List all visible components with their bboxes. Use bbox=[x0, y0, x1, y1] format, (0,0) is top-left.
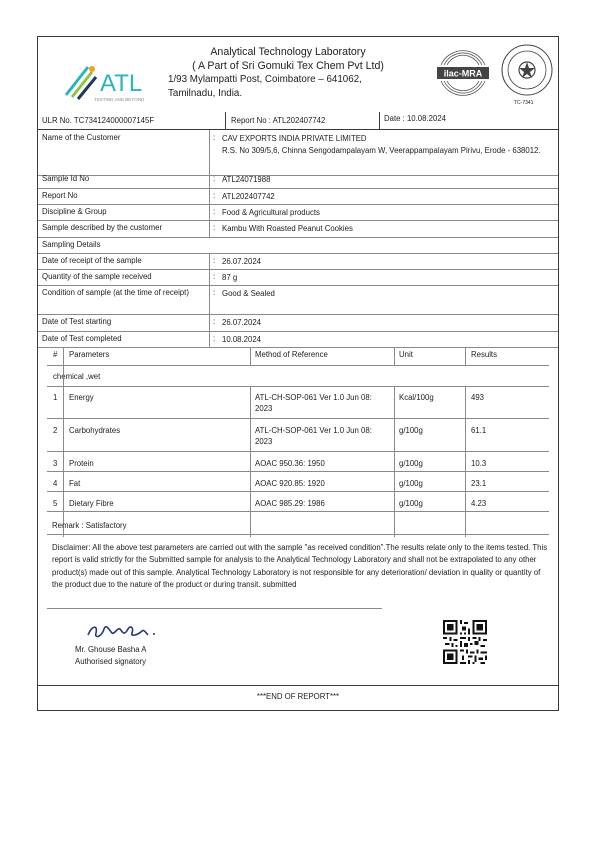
row-unit: g/100g bbox=[399, 426, 423, 435]
detail-row-quantity bbox=[38, 269, 558, 286]
report-frame bbox=[37, 36, 559, 711]
detail-value: 26.07.2024 bbox=[222, 318, 262, 327]
qr-code bbox=[443, 620, 487, 664]
detail-row-customer bbox=[38, 130, 558, 176]
detail-label: Quantity of the sample received bbox=[42, 272, 152, 281]
row-unit: g/100g bbox=[399, 499, 423, 508]
signatory-name: Mr. Ghouse Basha A bbox=[75, 645, 147, 654]
report-number: Report No : ATL202407742 bbox=[231, 116, 326, 125]
detail-label: Date of receipt of the sample bbox=[42, 256, 142, 265]
row-index: 3 bbox=[53, 459, 58, 468]
detail-colon: : bbox=[213, 133, 216, 142]
detail-label: Report No bbox=[42, 191, 78, 200]
ilac-mra-logo bbox=[433, 43, 493, 103]
row-result: 10.3 bbox=[471, 459, 487, 468]
results-table bbox=[47, 347, 549, 537]
detail-row-discipline bbox=[38, 204, 558, 221]
detail-row-report-no bbox=[38, 188, 558, 205]
row-method: AOAC 920.85: 1920 bbox=[255, 479, 325, 488]
detail-label: Date of Test starting bbox=[42, 317, 112, 326]
ilac-mra-text: ilac-MRA bbox=[443, 68, 483, 79]
detail-colon: : bbox=[213, 256, 216, 265]
col-header-parameters: Parameters bbox=[69, 350, 110, 359]
detail-row-test-start bbox=[38, 314, 558, 332]
signature-image bbox=[84, 619, 204, 641]
disclaimer-text: Disclaimer: All the above test parameters are carried out with the sample "as received condition".The results relate only to the items tested. This report is valid strictly for the Submitted sample for analysis to the Analytical Technology Laboratory and shall not be extrapolated to any other product(s) made out of this sample. Analytical Technology Laboratory is not responsible for any deterioration/ deviation in quality or quantity of the product due to the nature of the product or during transit. submitted bbox=[52, 543, 548, 589]
detail-label: Sample described by the customer bbox=[42, 223, 163, 232]
row-parameter: Energy bbox=[69, 393, 94, 402]
lab-name: Analytical Technology Laboratory bbox=[210, 46, 366, 58]
lab-heading bbox=[168, 45, 408, 101]
col-header-index: # bbox=[53, 350, 58, 359]
col-header-method: Method of Reference bbox=[255, 350, 328, 359]
row-index: 2 bbox=[53, 426, 58, 435]
accreditation-seal bbox=[500, 43, 554, 97]
row-result: 493 bbox=[471, 393, 485, 402]
signatory-block bbox=[75, 644, 147, 668]
detail-colon: : bbox=[213, 191, 216, 200]
detail-label: Sample Id No bbox=[42, 174, 90, 183]
row-result: 61.1 bbox=[471, 426, 487, 435]
detail-value: ATL24071988 bbox=[222, 175, 271, 184]
detail-value: 10.08.2024 bbox=[222, 335, 262, 344]
row-parameter: Dietary Fibre bbox=[69, 499, 114, 508]
atl-logo bbox=[62, 57, 162, 107]
col-header-unit: Unit bbox=[399, 350, 413, 359]
ulr-number: ULR No. TC734124000007145F bbox=[42, 116, 155, 125]
report-header-strip bbox=[38, 112, 558, 130]
detail-value: Food & Agricultural products bbox=[222, 208, 320, 217]
customer-name: CAV EXPORTS INDIA PRIVATE LIMITED bbox=[222, 134, 367, 143]
row-result: 4.23 bbox=[471, 499, 487, 508]
detail-value bbox=[222, 133, 554, 158]
detail-value: 87 g bbox=[222, 273, 238, 282]
row-method: AOAC 985.29: 1986 bbox=[255, 499, 325, 508]
row-parameter: Fat bbox=[69, 479, 81, 488]
detail-value: 26.07.2024 bbox=[222, 257, 262, 266]
customer-address: R.S. No 309/5,6, Chinna Sengodampalayam W, Veerappampalayam Pirivu, Erode - 638012. bbox=[222, 146, 541, 155]
col-header-results: Results bbox=[471, 350, 497, 359]
detail-colon: : bbox=[213, 317, 216, 326]
row-unit: Kcal/100g bbox=[399, 393, 434, 402]
atl-logo-mark bbox=[66, 66, 96, 99]
detail-label: Date of Test completed bbox=[42, 334, 122, 343]
row-unit: g/100g bbox=[399, 479, 423, 488]
atl-logo-tagline: TESTING AND BEYOND bbox=[94, 97, 145, 102]
signatory-title: Authorised signatory bbox=[75, 657, 147, 666]
lab-parent: ( A Part of Sri Gomuki Tex Chem Pvt Ltd) bbox=[192, 60, 384, 72]
detail-colon: : bbox=[213, 223, 216, 232]
row-method: AOAC 950.36: 1950 bbox=[255, 459, 325, 468]
detail-colon: : bbox=[213, 334, 216, 343]
row-result: 23.1 bbox=[471, 479, 487, 488]
row-parameter: Protein bbox=[69, 459, 94, 468]
detail-row-description bbox=[38, 220, 558, 238]
lab-address-line1: 1/93 Mylampatti Post, Coimbatore – 641062, bbox=[168, 74, 362, 85]
detail-colon: : bbox=[213, 272, 216, 281]
detail-label: Sampling Details bbox=[42, 240, 101, 249]
row-index: 4 bbox=[53, 479, 58, 488]
detail-colon: : bbox=[213, 207, 216, 216]
remark-text: Remark : Satisfactory bbox=[52, 521, 127, 530]
row-method: ATL-CH-SOP-061 Ver 1.0 Jun 08: 2023 bbox=[255, 426, 372, 446]
lab-address-line2: Tamilnadu, India. bbox=[168, 88, 243, 99]
detail-colon: : bbox=[213, 288, 216, 297]
detail-label: Name of the Customer bbox=[42, 133, 121, 142]
row-parameter: Carbohydrates bbox=[69, 426, 121, 435]
detail-label: Condition of sample (at the time of receipt) bbox=[42, 288, 189, 297]
detail-label: Discipline & Group bbox=[42, 207, 107, 216]
results-group-label: chemical ,wet bbox=[53, 372, 101, 381]
detail-colon: : bbox=[213, 174, 216, 183]
detail-row-receipt-date bbox=[38, 253, 558, 270]
detail-value: Kambu With Roasted Peanut Cookies bbox=[222, 224, 353, 233]
detail-row-condition bbox=[38, 285, 558, 315]
row-unit: g/100g bbox=[399, 459, 423, 468]
row-index: 1 bbox=[53, 393, 58, 402]
detail-value: Good & Sealed bbox=[222, 289, 275, 298]
certificate-number: TC-7341 bbox=[514, 100, 534, 106]
row-index: 5 bbox=[53, 499, 58, 508]
detail-row-sampling-details bbox=[38, 237, 558, 254]
detail-row-sample-id bbox=[38, 171, 558, 189]
atl-logo-text: ATL bbox=[100, 70, 143, 97]
detail-row-test-completed bbox=[38, 331, 558, 348]
results-header-row bbox=[47, 347, 549, 366]
row-method: ATL-CH-SOP-061 Ver 1.0 Jun 08: 2023 bbox=[255, 393, 372, 413]
detail-value: ATL202407742 bbox=[222, 192, 275, 201]
end-of-report: ***END OF REPORT*** bbox=[256, 692, 340, 701]
report-date: Date : 10.08.2024 bbox=[384, 114, 446, 123]
